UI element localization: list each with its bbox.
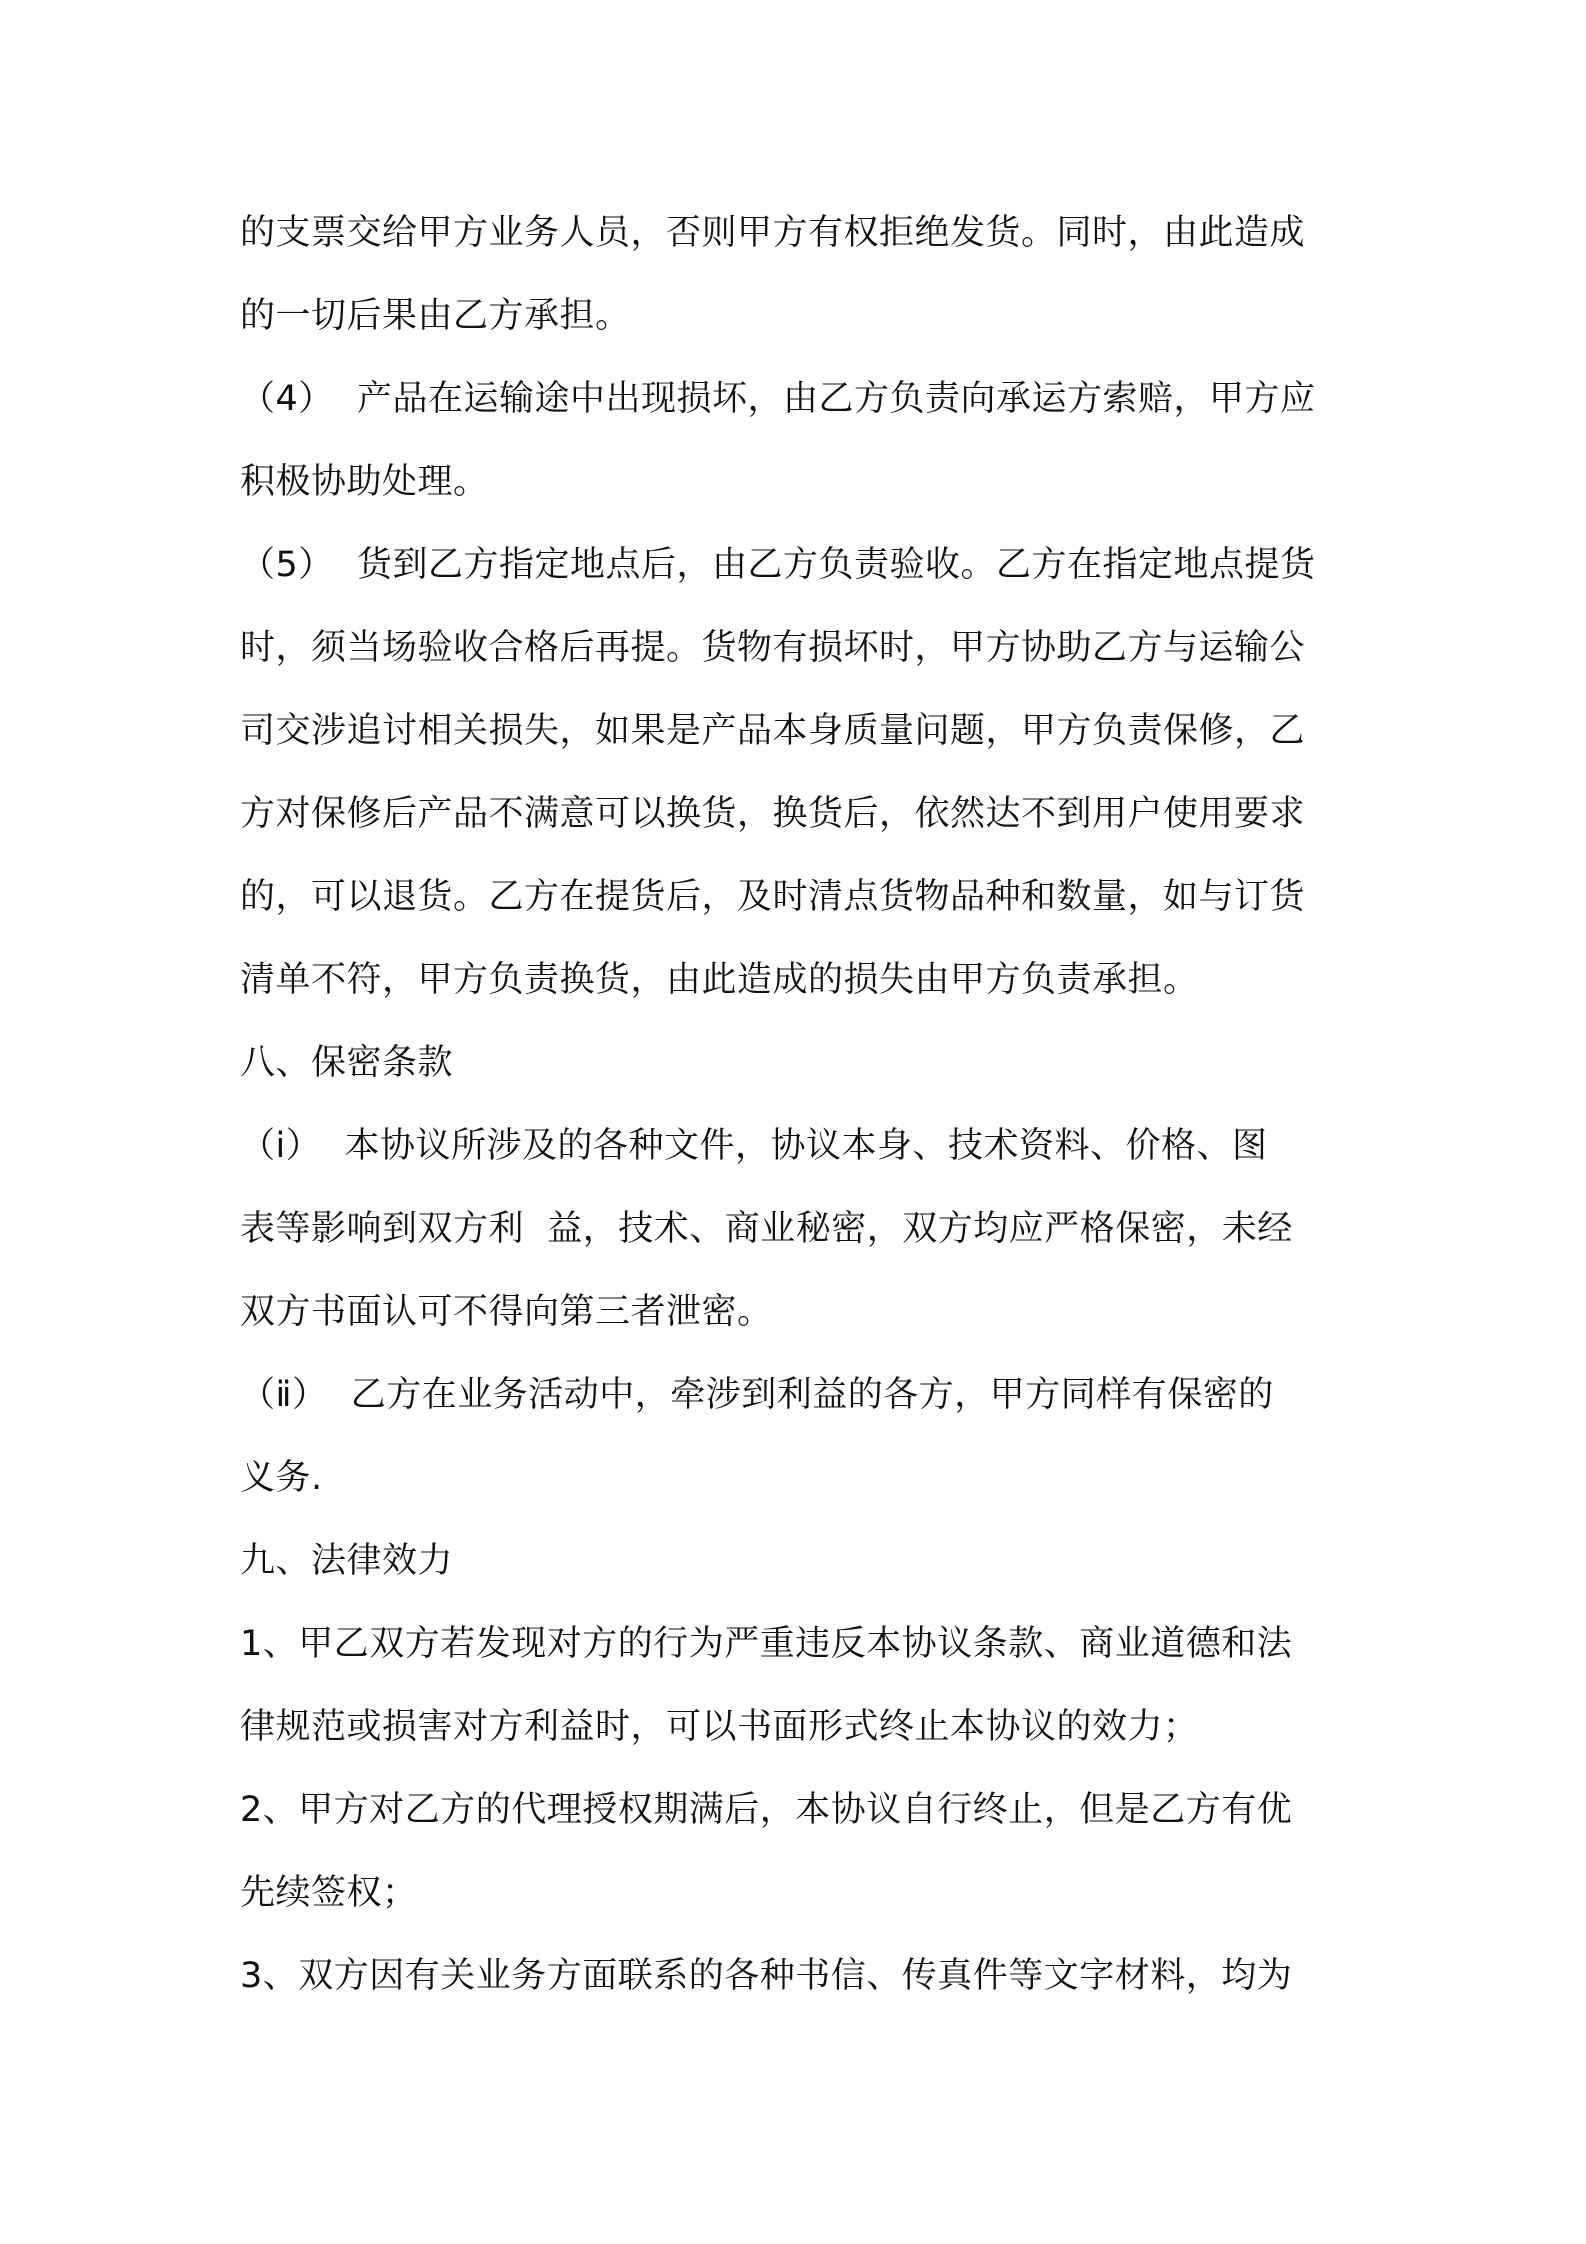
text-line: 时，须当场验收合格后再提。货物有损坏时，甲方协助乙方与运输公 bbox=[240, 628, 1306, 668]
text-line: 积极协助处理。 bbox=[240, 462, 489, 502]
text-line: （ⅰ） 本协议所涉及的各种文件，协议本身、技术资料、价格、图 bbox=[240, 1126, 1268, 1166]
text-line: 双方书面认可不得向第三者泄密。 bbox=[240, 1292, 773, 1332]
text-line: 2、甲方对乙方的代理授权期满后，本协议自行终止，但是乙方有优 bbox=[240, 1790, 1293, 1830]
text-line: 司交涉追讨相关损失，如果是产品本身质量问题，甲方负责保修，乙 bbox=[240, 711, 1306, 751]
text-line: 义务. bbox=[240, 1458, 323, 1498]
text-line: 清单不符，甲方负责换货，由此造成的损失由甲方负责承担。 bbox=[240, 960, 1199, 1000]
section-heading: 九、法律效力 bbox=[240, 1541, 454, 1581]
text-line: 先续签权； bbox=[240, 1873, 418, 1913]
text-line: 1、甲乙双方若发现对方的行为严重违反本协议条款、商业道德和法 bbox=[240, 1624, 1293, 1664]
text-line: （5） 货到乙方指定地点后，由乙方负责验收。乙方在指定地点提货 bbox=[240, 545, 1316, 585]
section-heading: 八、保密条款 bbox=[240, 1043, 454, 1083]
text-line: 方对保修后产品不满意可以换货，换货后，依然达不到用户使用要求 bbox=[240, 794, 1306, 834]
text-line: （4） 产品在运输途中出现损坏，由乙方负责向承运方索赔，甲方应 bbox=[240, 379, 1316, 419]
text-line: 表等影响到双方利 益，技术、商业秘密，双方均应严格保密，未经 bbox=[240, 1209, 1293, 1249]
text-line: （ⅱ） 乙方在业务活动中，牵涉到利益的各方，甲方同样有保密的 bbox=[240, 1375, 1274, 1415]
text-line: 的一切后果由乙方承担。 bbox=[240, 296, 631, 336]
text-line: 的支票交给甲方业务人员，否则甲方有权拒绝发货。同时，由此造成 bbox=[240, 213, 1306, 253]
text-line: 的，可以退货。乙方在提货后，及时清点货物品种和数量，如与订货 bbox=[240, 877, 1306, 917]
text-line: 3、双方因有关业务方面联系的各种书信、传真件等文字材料，均为 bbox=[240, 1956, 1293, 1996]
document-body bbox=[240, 192, 1360, 2018]
text-line: 律规范或损害对方利益时，可以书面形式终止本协议的效力； bbox=[240, 1707, 1199, 1747]
